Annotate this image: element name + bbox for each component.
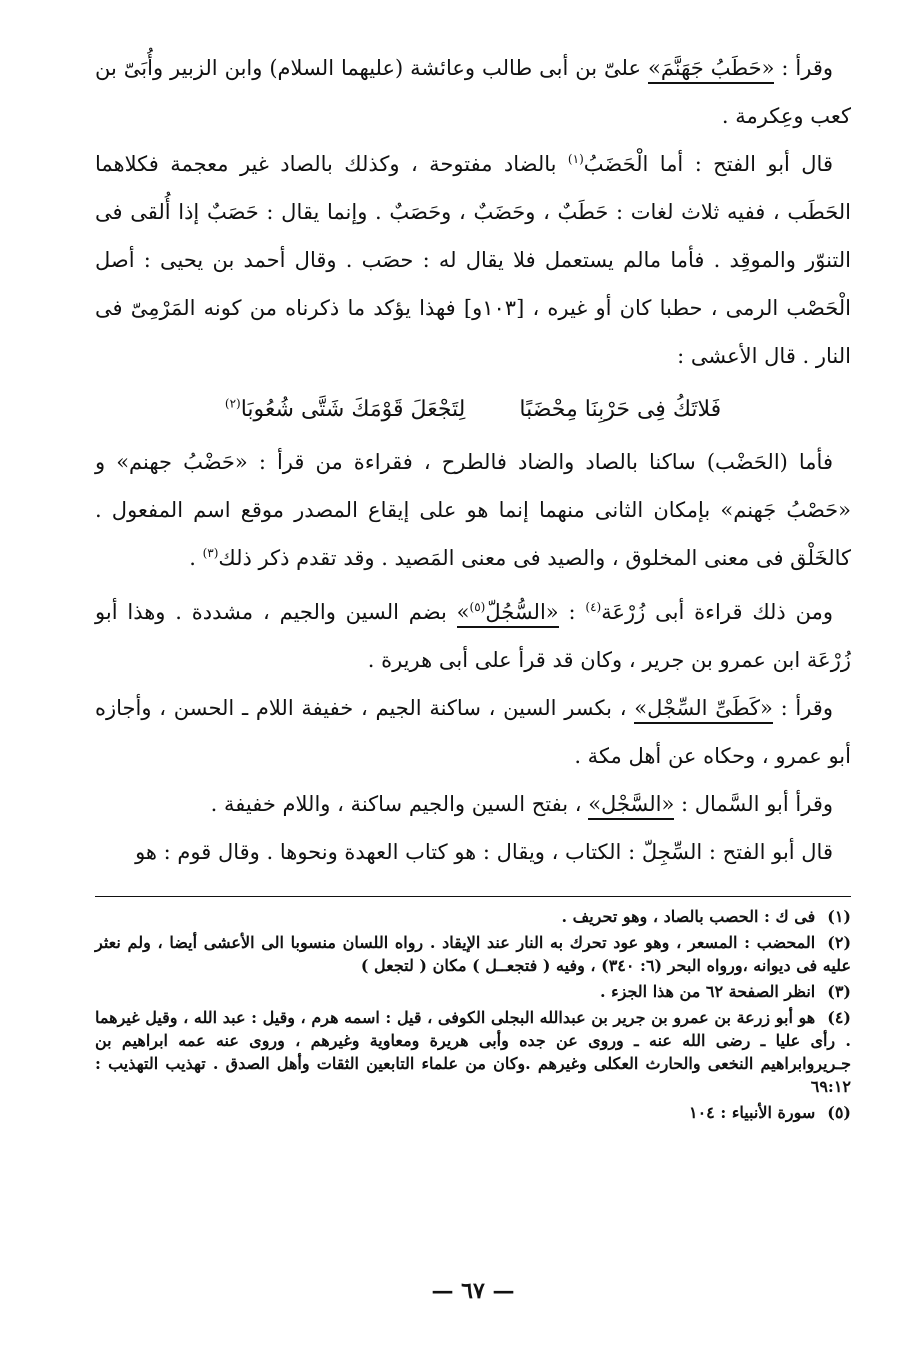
footnote-3 <box>95 980 851 1003</box>
footnote-ref-5[interactable]: (٥) <box>469 600 486 614</box>
quran-reading-underlined: «حَطَبُ جَهَنَّمَ» <box>648 56 774 84</box>
footnote-number: (٣) <box>827 982 851 1001</box>
page-number: — ٦٧ — <box>431 1278 515 1304</box>
footnote-ref-2[interactable]: (٢) <box>224 396 241 411</box>
text: قال أبو الفتح : السِّجِلّ : الكتاب ، ويقال : هو كتاب العهدة ونحوها . وقال قوم : هو <box>135 840 833 864</box>
footnote-2 <box>95 931 851 977</box>
reading-text: «السُّجُلّ <box>485 600 559 624</box>
book-page <box>95 44 851 1304</box>
text: وقرأ أبو السَّمال : <box>674 792 833 816</box>
footnote-number: (٢) <box>827 933 852 952</box>
verse-hemistich-second <box>225 386 465 434</box>
footnote-4 <box>95 1006 851 1098</box>
footnotes <box>95 905 851 1124</box>
quran-reading-underlined: «كَطَىِّ السِّجْل» <box>634 696 773 724</box>
text: قال أبو الفتح : أما الْحَضَبُ <box>583 152 833 176</box>
text: : <box>558 600 586 624</box>
footnote-text: فى ك : الحصب بالصاد ، وهو تحريف . <box>561 907 816 926</box>
reading-text-end: » <box>456 600 470 624</box>
footnote-text: هو أبو زرعة بن عمرو بن جرير بن عبدالله البجلى الكوفى ، قيل : اسمه هرم ، وقيل : عبد الله ، وقيل غيرهما . رأى عليا ـ رضى الله عنه ـ وروى عن جده وأبى هريرة ومعاوية وغيرهم ، وروى عنه عمه ابراهيم بن جـريروابراهيم النخعى والحارث العكلى وغيرهم .وكان من علماء التابعين الثقات وأهل الصدق . تهذيب التهذيب : ٦٩:١٢ <box>95 1008 851 1096</box>
footnote-divider <box>95 896 851 897</box>
paragraph-reading-sijill-1 <box>95 588 851 684</box>
text: ، بكسر السين ، ساكنة الجيم ، خفيفة اللام ـ الحسن ، وأجازه أبو عمرو ، وحكاه عن أهل مكة . <box>95 696 851 768</box>
poetry-verse <box>95 386 851 434</box>
footnote-number: (٤) <box>827 1008 851 1027</box>
text: بضم السين والجيم ، مشددة . وهذا أبو زُرْعَة ابن عمرو بن جرير ، وكان قد قرأ على أبى هريرة . <box>95 600 851 672</box>
paragraph-reading-hatab <box>95 44 851 140</box>
paragraph-abu-alfath-1 <box>95 140 851 380</box>
text: فأما (الحَضْب) ساكنا بالصاد والضاد فالطرح ، فقراءة من قرأ : «حَضْبُ جهنم» و «حَصْبُ جَهنم» بإمكان الثانى منهما إنما هو على إيقاع المصدر موقع اسم المفعول . كالخَلْق فى معنى المخلوق ، والصيد فى معنى المَصيد . وقد تقدم ذكر ذلك <box>95 450 851 570</box>
footnote-number: (١) <box>827 907 851 926</box>
verse-text: لِتَجْعَلَ قَوْمَكَ شَتَّى شُعُوبَا <box>240 397 466 422</box>
paragraph-reading-sijill-3 <box>95 780 851 828</box>
footnote-text: سورة الأنبياء : ١٠٤ <box>688 1103 816 1122</box>
text: وقرأ : <box>772 696 833 720</box>
main-text <box>95 44 851 876</box>
footnote-5 <box>95 1101 851 1124</box>
text: ومن ذلك قراءة أبى زُرْعَة <box>601 600 833 624</box>
verse-hemistich-first: فَلاتَكُ فِى حَرْبِنَا مِحْضَبًا <box>519 397 722 422</box>
text: علىّ بن أبى طالب وعائشة (عليهما السلام) وابن الزبير وأُبَىّ بن كعب وعِكرمة . <box>95 56 851 128</box>
text: بالضاد مفتوحة ، وكذلك بالصاد غير معجمة فكلاهما الحَطَب ، ففيه ثلاث لغات : حَطَبٌ ، وحَضَبٌ ، وحَصَبٌ . وإنما يقال : حَصَبٌ إذا أُلقى فى التنوّر والموقِد . فأما مالم يستعمل فلا يقال له : حصَب . وقال أحمد بن يحيى : أصل الْحَصْب الرمى ، حطبا كان أو غيره ، [١٠٣و] فهذا يؤكد ما ذكرناه من كونه المَرْمِىّ فى النار . قال الأعشى : <box>95 152 851 368</box>
footnote-text: المحضب : المسعر ، وهو عود تحرك به النار عند الإيقاد . رواه اللسان منسوبا الى الأعشى أيضا ، ولم نعثر عليه فى ديوانه ،ورواه البحر (٦: ٣٤٠) ، وفيه ( فتجعــل ) مكان ( لتجعل ) <box>95 933 851 975</box>
text: ، بفتح السين والجيم ساكنة ، واللام خفيفة . <box>210 792 589 816</box>
footnote-ref-3[interactable]: (٣) <box>202 546 219 560</box>
text: وقرأ : <box>774 56 833 80</box>
quran-reading-underlined <box>457 600 559 628</box>
paragraph-hadb <box>95 438 851 582</box>
footnote-text: انظر الصفحة ٦٢ من هذا الجزء . <box>599 982 816 1001</box>
text: . <box>189 546 203 570</box>
footnote-1 <box>95 905 851 928</box>
footnote-number: (٥) <box>827 1103 851 1122</box>
footnote-ref-1[interactable]: (١) <box>567 152 584 166</box>
paragraph-abu-alfath-2 <box>95 828 851 876</box>
footnote-ref-4[interactable]: (٤) <box>585 600 602 614</box>
quran-reading-underlined: «السَّجْل» <box>588 792 674 820</box>
paragraph-reading-sijill-2 <box>95 684 851 780</box>
